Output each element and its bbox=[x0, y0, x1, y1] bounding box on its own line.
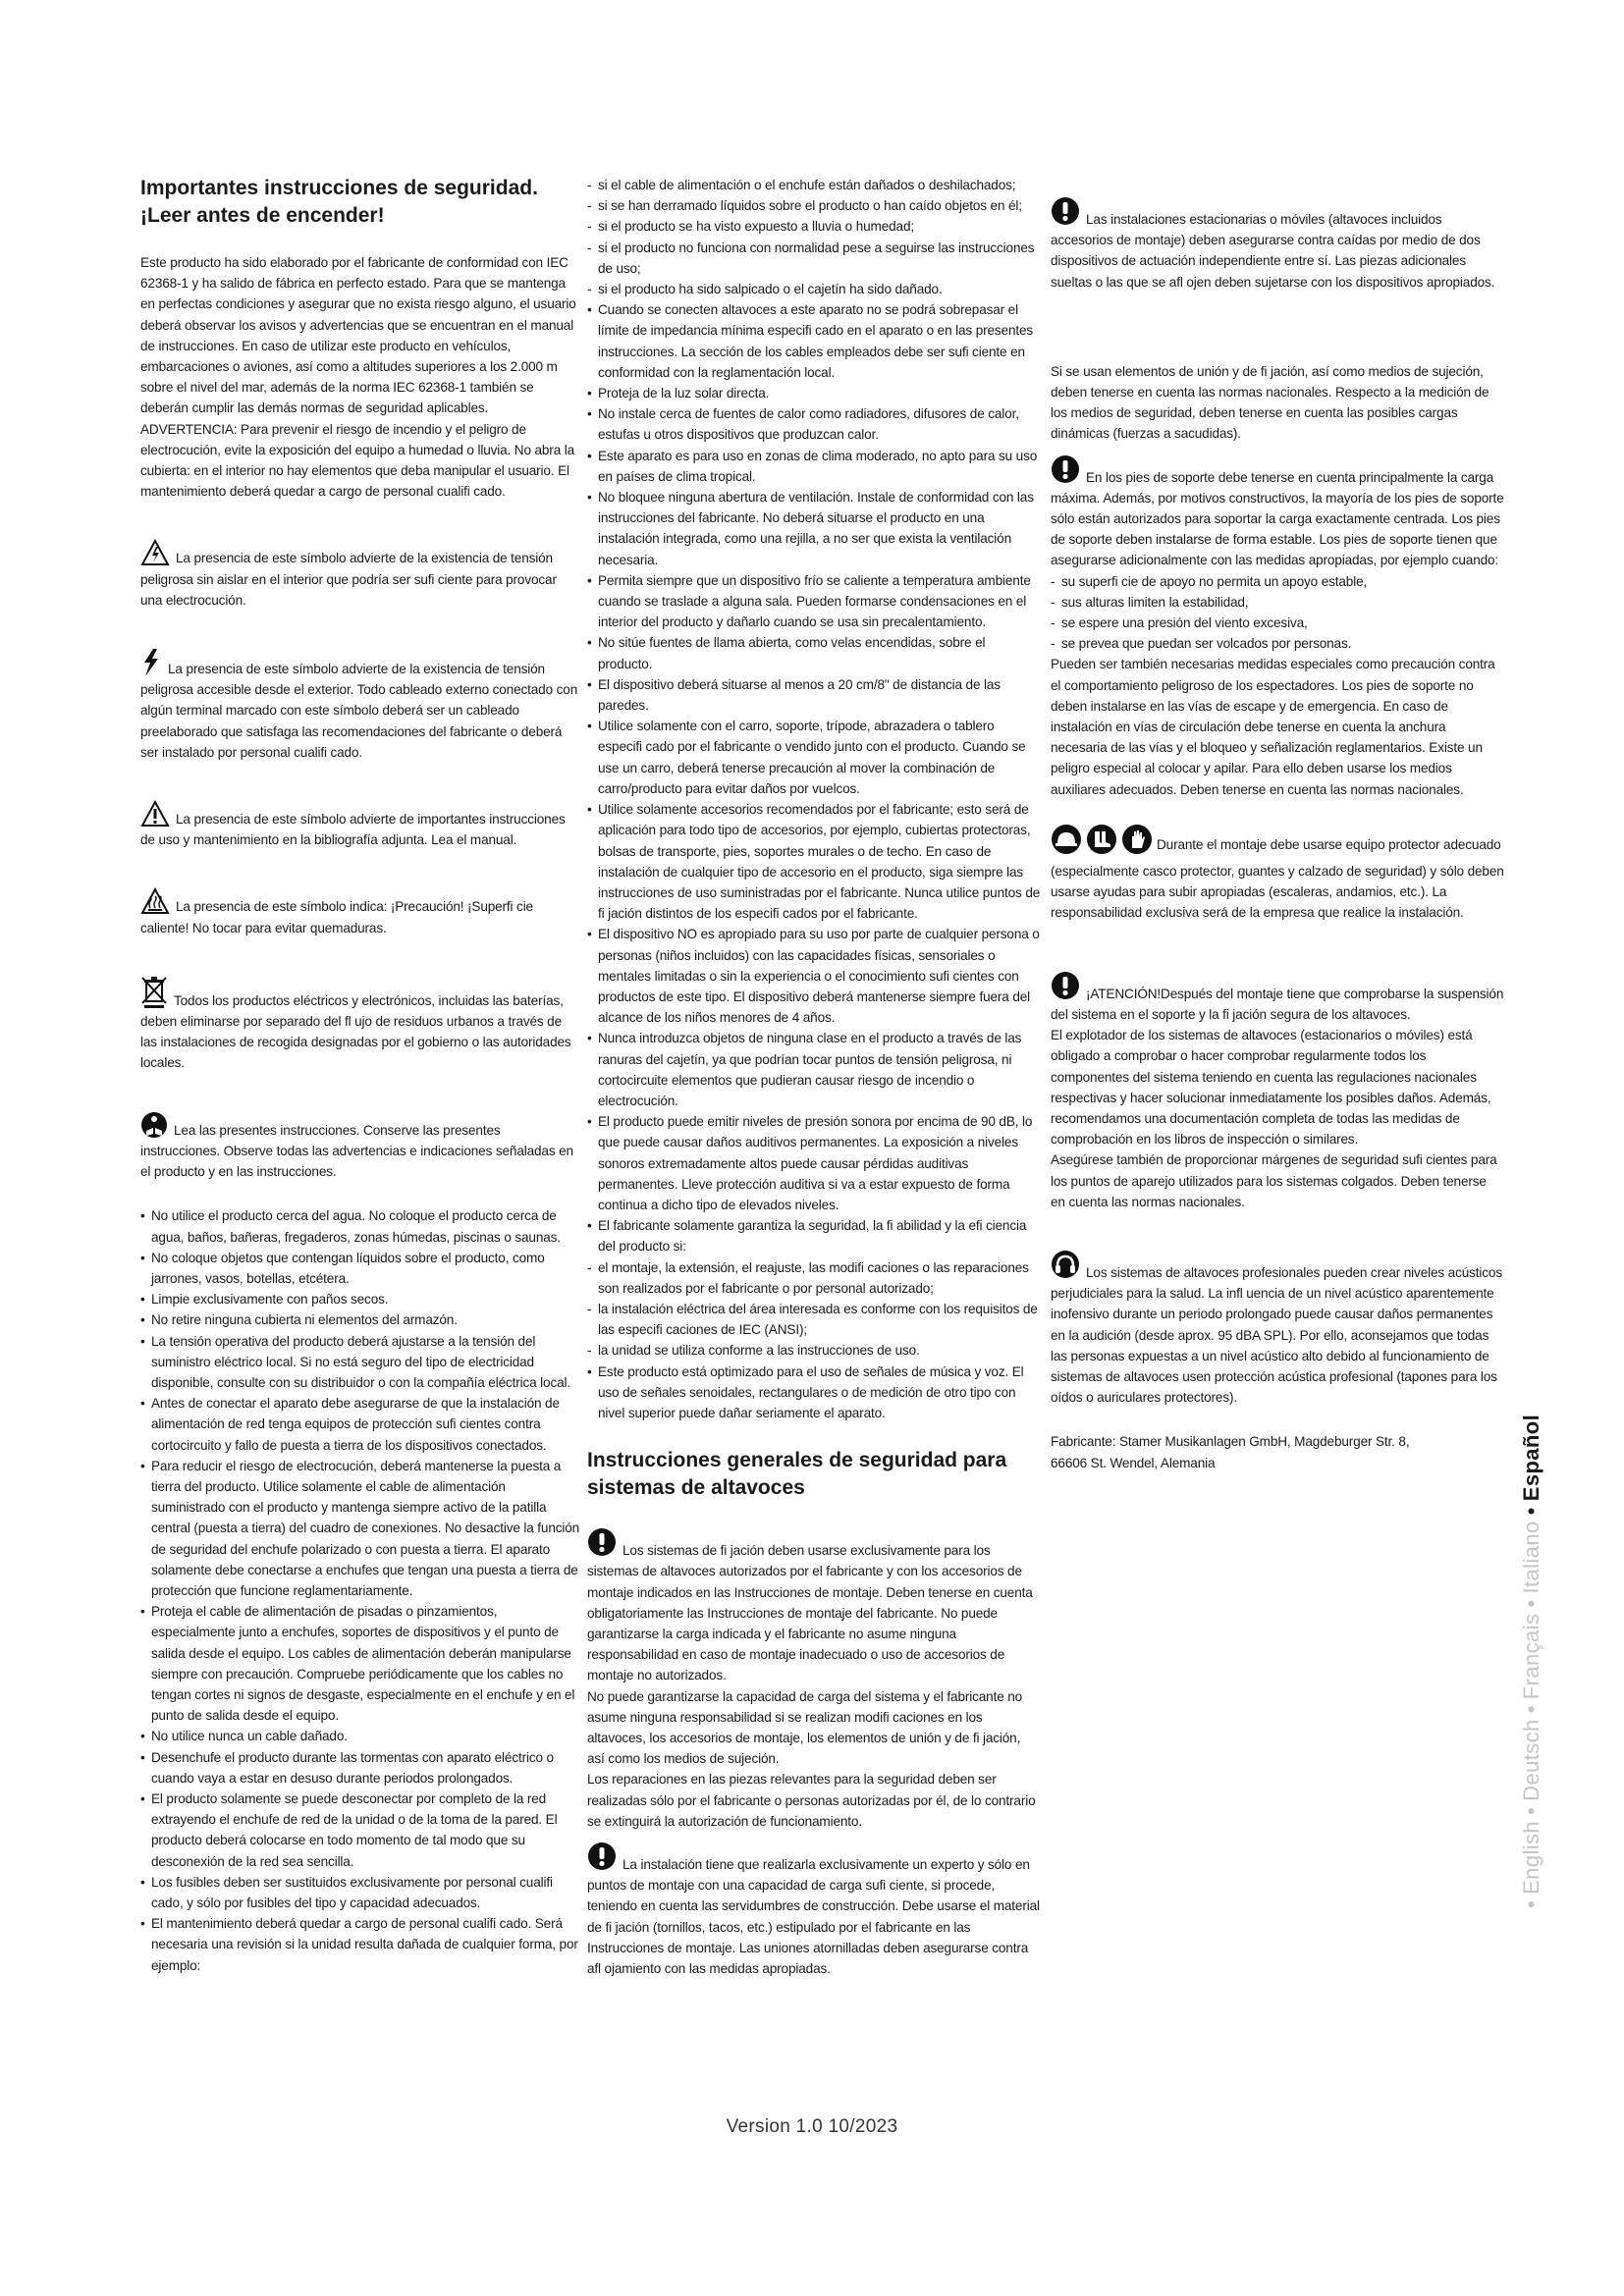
list-item: • La tensión operativa del producto deberá ajustarse a la tensión del suministro eléctrico local. Si no está seguro del tipo de electricidad disponible, consulte con su distribuidor o con la compañía eléctrica local. bbox=[140, 1331, 580, 1394]
list-item: • Desenchufe el producto durante las tormentas con aparato eléctrico o cuando vaya a estar en desuso durante periodos prolongados. bbox=[140, 1747, 580, 1789]
notice-read bbox=[140, 1111, 580, 1183]
manufacturer-line-1: Fabricante: Stamer Musikanlagen GmbH, Magdeburger Str. 8, bbox=[1051, 1434, 1410, 1450]
list-item: - si el cable de alimentación o el enchufe están dañados o deshilachados; bbox=[587, 175, 1041, 195]
safety-boots-icon bbox=[1086, 824, 1117, 861]
language-tab-espanol[interactable]: Español bbox=[1519, 1414, 1543, 1502]
attention-label: ¡ATENCIÓN! bbox=[1086, 986, 1162, 1001]
separator: • bbox=[1519, 1507, 1543, 1516]
exclamation-circle-icon bbox=[1051, 454, 1080, 484]
notice-weee-text: Todos los productos eléctricos y electrónicos, incluidas las baterías, deben eliminarse por separado del fl ujo de residuos urbanos a través de las instalaciones de recogida designadas por el gobierno o las autoridades locales. bbox=[140, 992, 571, 1071]
safety-bullet-list bbox=[140, 1205, 580, 1976]
notice-installation bbox=[587, 1842, 1041, 1979]
stand-conditions-list bbox=[1051, 571, 1504, 655]
list-item: - si el producto se ha visto expuesto a lluvia o humedad; bbox=[587, 216, 1041, 237]
notice-read-text: Lea las presentes instrucciones. Conserve las presentes instrucciones. Observe todas las advertencias e indicaciones señaladas en el producto y en las instrucciones. bbox=[140, 1122, 573, 1180]
voltage-warning-icon bbox=[140, 539, 170, 566]
exclamation-circle-icon bbox=[1051, 196, 1080, 226]
language-tab-deutsch[interactable]: Deutsch bbox=[1519, 1719, 1543, 1801]
notice-hearing-text: Los sistemas de altavoces profesionales pueden crear niveles acústicos perjudiciales para la salud. La infl uencia de un nivel acústico aparentemente inofensivo durante un periodo prolongado puede causar daños permanentes en la audición (desde aprox. 95 dBA SPL). Por ello, aconsejamos que todas las personas expuestas a un nivel acústico alto debido al funcionamiento de sistemas de altavoces usen protección acústica profesional (tapones para los oídos o auriculares protectores). bbox=[1051, 1264, 1502, 1406]
column-3 bbox=[1051, 196, 1504, 1473]
exclamation-circle-icon bbox=[587, 1527, 617, 1557]
national-norms-paragraph: Si se usan elementos de unión y de fi jación, así como medios de sujeción, deben tenerse en cuenta las normas nacionales. Respecto a la medición de los medios de seguridad, deben tenerse en cuenta las posibles cargas dinámicas (fuerzas a sacudidas). bbox=[1051, 363, 1489, 442]
version-footer: Version 1.0 10/2023 bbox=[726, 2116, 898, 2137]
notice-weee bbox=[140, 976, 580, 1074]
lightning-bolt-icon bbox=[140, 648, 162, 677]
notice-attention bbox=[1051, 971, 1504, 1025]
hearing-protection-icon bbox=[1051, 1250, 1080, 1279]
column-1 bbox=[140, 175, 580, 1976]
list-item: • Limpie exclusivamente con paños secos. bbox=[140, 1289, 580, 1309]
manufacturer-line-2: 66606 St. Wendel, Alemania bbox=[1051, 1455, 1216, 1470]
list-item: • Los fusibles deben ser sustituidos exclusivamente por personal cualifi cado, y sólo por fusibles del tipo y capacidad adecuados. bbox=[140, 1872, 580, 1913]
list-item: • No coloque objetos que contengan líquidos sobre el producto, como jarrones, vasos, botellas, etcétera. bbox=[140, 1248, 580, 1289]
read-manual-icon bbox=[140, 1111, 168, 1139]
list-item: - si se han derramado líquidos sobre el producto o han caído objetos en él; bbox=[587, 195, 1041, 216]
list-item: • No retire ninguna cubierta ni elementos del armazón. bbox=[140, 1309, 580, 1330]
list-item: • Antes de conectar el aparato debe asegurarse de que la instalación de alimentación de red tenga equipos de protección sufi cientes contra cortocircuito y fallo de puesta a tierra de los dispositivos conectados. bbox=[140, 1393, 580, 1456]
list-item: • El dispositivo NO es apropiado para su uso por parte de cualquier persona o personas (niños incluidos) con las capacidades físicas, sensoriales o mentales limitadas o sin la experiencia o el conocimiento sufi cientes con productos de este tipo. El dispositivo deberá mantenerse siempre fuera del alcance de los niños menores de 4 años. bbox=[587, 924, 1041, 1028]
separator: • bbox=[1519, 1899, 1543, 1908]
list-item: • Para reducir el riesgo de electrocución, deberá mantenerse la puesta a tierra del producto. Utilice solamente el cable de alimentación suministrado con el producto y mantenga siempre activo de la patilla central (puesta a tierra) del cuadro de conexiones. No desactive la función de seguridad del enchufe polarizado o con puesta a tierra. El aparato solamente debe conectarse a enchufes que tengan una puesta a tierra de protección que funcione reglamentariamente. bbox=[140, 1456, 580, 1601]
notice-installation-text: La instalación tiene que realizarla exclusivamente un experto y sólo en puntos de montaje con una capacidad de carga sufi ciente, si procede, teniendo en cuenta las servidumbres de construcción. Debe usarse el material de fi jación (tornillos, tacos, etc.) estipulado por el fabricante en las Instrucciones de montaje. Las uniones atornilladas deben asegurarse contra afl ojamiento con las medidas apropiadas. bbox=[587, 1857, 1040, 1977]
list-item: • No bloquee ninguna abertura de ventilación. Instale de conformidad con las instrucciones del fabricante. No deberá situarse el producto en una instalación integrada, como una rejilla, a no ser que exista la ventilación necesaria. bbox=[587, 487, 1041, 570]
column-2 bbox=[587, 175, 1041, 1979]
list-item: • El producto solamente se puede desconectar por completo de la red extrayendo el enchufe de red de la unidad o de la toma de la pared. El producto deberá colocarse en todo momento de tal modo que su desconexión de la red sea sencilla. bbox=[140, 1789, 580, 1872]
list-item: - el montaje, la extensión, el reajuste, las modifi caciones o las reparaciones son realizados por el fabricante o por personal autorizado; bbox=[587, 1257, 1041, 1299]
attention-text: Después del montaje tiene que comprobarse la suspensión del sistema en el soporte y la fi jación segura de los altavoces. bbox=[1051, 986, 1504, 1022]
list-item: • Permita siempre que un dispositivo frío se caliente a temperatura ambiente cuando se traslade a alguna sala. Pueden formarse condensaciones en el interior del producto y dañarlo cuando se usa sin precalentamiento. bbox=[587, 570, 1041, 633]
notice-voltage bbox=[140, 539, 580, 611]
list-item: - si el producto ha sido salpicado o el cajetín ha sido dañado. bbox=[587, 279, 1041, 299]
operator-obligation-paragraph: El explotador de los sistemas de altavoces (estacionarios o móviles) está obligado a comprobar o hacer comprobar regularmente todos los componentes del sistema teniendo en cuenta las regulaciones nacionales respectivas y hacer solucionar inmediatamente los posibles daños. Además, recomendamos una documentación completa de todas las medidas de comprobación en los libros de inspección o similares. bbox=[1051, 1028, 1491, 1148]
notice-hot bbox=[140, 887, 580, 937]
notice-stand-load bbox=[1051, 454, 1504, 571]
language-tab-italiano[interactable]: Italiano bbox=[1519, 1521, 1543, 1594]
intro-paragraph: Este producto ha sido elaborado por el fabricante de conformidad con IEC 62368-1 y ha salido de fábrica en perfecto estado. Para que se mantenga en perfectas condiciones y asegurar que no exista riesgo alguno, el usuario deberá observar los avisos y advertencias que se encuentran en el manual de instrucciones. En caso de utilizar este producto en vehículos, embarcaciones o aviones, así como a altitudes superiores a los 2.000 m sobre el nivel del mar, además de la norma IEC 62368-1 también se deberán cumplir las demás normas de seguridad aplicables. bbox=[140, 255, 576, 416]
language-tab-francais[interactable]: Français bbox=[1519, 1613, 1543, 1700]
list-item: • El mantenimiento deberá quedar a cargo de personal cualifi cado. Será necesaria una revisión si la unidad resulta dañada de cualquier forma, por ejemplo: bbox=[140, 1913, 580, 1976]
ppe-icons bbox=[1051, 824, 1153, 861]
helmet-icon bbox=[1051, 824, 1082, 861]
separator: • bbox=[1519, 1806, 1543, 1815]
title-line-2: ¡Leer antes de encender! bbox=[140, 204, 385, 227]
warning-paragraph: ADVERTENCIA: Para prevenir el riesgo de incendio y el peligro de electrocución, evite la exposición del equipo a humedad o lluvia. No abra la cubierta: en el interior no hay elementos que deba manipular el usuario. El mantenimiento deberá quedar a cargo de personal cualifi cado. bbox=[140, 421, 575, 500]
language-tab-english[interactable]: English bbox=[1519, 1820, 1543, 1895]
exclamation-circle-icon bbox=[587, 1842, 617, 1871]
list-item: • No sitúe fuentes de llama abierta, como velas encendidas, sobre el producto. bbox=[587, 632, 1041, 673]
list-item: - la instalación eléctrica del área interesada es conforme con los requisitos de las especifi caciones de IEC (ANSI); bbox=[587, 1299, 1041, 1340]
load-capacity-paragraph: No puede garantizarse la capacidad de carga del sistema y el fabricante no asume ninguna responsabilidad si se realizan modifi caciones en los altavoces, los accesorios de montaje, los elementos de unión y de fi jación, así como los medios de sujeción. bbox=[587, 1688, 1023, 1767]
exclamation-triangle-icon bbox=[140, 800, 170, 828]
list-item: • El fabricante solamente garantiza la seguridad, la fi abilidad y la efi ciencia del producto si: bbox=[587, 1215, 1041, 1256]
list-item: • Cuando se conecten altavoces a este aparato no se podrá sobrepasar el límite de impedancia mínima especifi cado en el aparato o en las presentes instrucciones. La sección de los cables empleados debe ser sufi ciente en conformidad con la reglamentación local. bbox=[587, 299, 1041, 383]
language-side-tab bbox=[1519, 1415, 1544, 1914]
list-item: • Proteja el cable de alimentación de pisadas o pinzamientos, especialmente junto a enchufes, soportes de dispositivos y el punto de salida desde el equipo. Los cables de alimentación deberán manipularse siempre con precaución. Compruebe periódicamente que los cables no tengan cortes ni signos de desgaste, especialmente en el enchufe y en el punto de salida desde el equipo. bbox=[140, 1601, 580, 1726]
notice-bolt bbox=[140, 648, 580, 763]
title-line-1: Instrucciones generales de seguridad para bbox=[587, 1449, 1007, 1472]
notice-hot-text: La presencia de este símbolo indica: ¡Precaución! ¡Superfi cie caliente! No tocar para evitar quemaduras. bbox=[140, 899, 533, 935]
gloves-icon bbox=[1121, 824, 1153, 861]
notice-fixing-systems bbox=[587, 1527, 1041, 1685]
damage-dash-list bbox=[587, 175, 1041, 299]
list-item: - la unidad se utiliza conforme a las instrucciones de uso. bbox=[587, 1340, 1041, 1361]
section-title-safety bbox=[140, 175, 580, 230]
notice-ppe-text: Durante el montaje debe usarse equipo protector adecuado (especialmente casco protector, guantes y calzado de seguridad) y sólo deben usarse ayudas para subir apropiadas (escaleras, andamios, etc.). La responsabilidad exclusiva será de la empresa que realice la instalación. bbox=[1051, 836, 1504, 921]
notice-fall-text: Las instalaciones estacionarias o móviles (altavoces incluidos accesorios de montaje) deben asegurarse contra caídas por medio de dos dispositivos de actuación independiente entre sí. Las piezas adicionales sueltas o las que se afl ojen deben sujetarse con los dispositivos apropiados. bbox=[1051, 212, 1495, 290]
list-item: • Nunca introduzca objetos de ninguna clase en el producto a través de las ranuras del cajetín, ya que podrían tocar puntos de tensión peligrosa, ni cortocircuite elementos que pudieran causar riesgo de incendio o electrocución. bbox=[587, 1028, 1041, 1111]
list-item: - si el producto no funciona con normalidad pese a seguirse las instrucciones de uso; bbox=[587, 238, 1041, 279]
list-item: • No utilice nunca un cable dañado. bbox=[140, 1726, 580, 1746]
notice-voltage-text: La presencia de este símbolo advierte de la existencia de tensión peligrosa sin aislar en el interior que podría ser sufi ciente para provocar una electrocución. bbox=[140, 551, 557, 608]
separator: • bbox=[1519, 1705, 1543, 1714]
list-item: • El dispositivo deberá situarse al menos a 20 cm/8" de distancia de las paredes. bbox=[587, 674, 1041, 716]
notice-bolt-text: La presencia de este símbolo advierte de la existencia de tensión peligrosa accesible desde el exterior. Todo cableado externo conectado con algún terminal marcado con este símbolo deberá ser un cableado preelaborado que satisfaga las recomendaciones del fabricante o deberá ser instalado por personal cualifi cado. bbox=[140, 662, 578, 760]
signal-bullet bbox=[587, 1362, 1041, 1424]
notice-exclaim bbox=[140, 800, 580, 850]
list-item: • Este aparato es para uso en zonas de clima moderado, no apto para su uso en países de clima tropical. bbox=[587, 446, 1041, 487]
warranty-dash-list bbox=[587, 1257, 1041, 1362]
notice-hearing bbox=[1051, 1250, 1504, 1408]
spectators-paragraph: Pueden ser también necesarias medidas especiales como precaución contra el comportamiento peligroso de los espectadores. Los pies de soporte no deben instalarse en las vías de escape y de emergencia. En caso de instalación en vías de circulación debe tenerse en cuenta la anchura necesaria de las vías y el bloqueo y señalización reglamentarios. Existe un peligro especial al colocar y apilar. Para ello deben usarse los medios auxiliares adecuados. Deben tenerse en cuenta las normas nacionales. bbox=[1051, 657, 1495, 797]
list-item: - sus alturas limiten la estabilidad, bbox=[1051, 592, 1504, 613]
notice-stand-text: En los pies de soporte debe tenerse en cuenta principalmente la carga máxima. Además, por motivos constructivos, la mayoría de los pies de soporte sólo están autorizados para soportar la carga exactamente centrada. Los pies de soporte deben instalarse de forma estable. Los pies de soporte tienen que asegurarse adicionalmente con las medidas apropiadas, por ejemplo cuando: bbox=[1051, 469, 1504, 568]
weee-bin-icon bbox=[140, 976, 168, 1009]
repairs-paragraph: Los reparaciones en las piezas relevantes para la seguridad deben ser realizadas sólo por el fabricante o personas autorizadas por él, de lo contrario se extinguirá la autorización de funcionamiento. bbox=[587, 1772, 1036, 1829]
list-item: • Utilice solamente accesorios recomendados por el fabricante; esto será de aplicación para todo tipo de accesorios, por ejemplo, cubiertas protectoras, bolsas de transporte, pies, soportes murales o de techo. En caso de instalación de cualquier tipo de accesorio en el producto, siga siempre las instrucciones de uso suministradas por el fabricante. Nunca utilice puntos de fi jación distintos de los especifi cados por el fabricante. bbox=[587, 799, 1041, 924]
separator: • bbox=[1519, 1599, 1543, 1608]
section-title-speakers bbox=[587, 1447, 1041, 1502]
title-line-2: sistemas de altavoces bbox=[587, 1476, 805, 1500]
notice-exclaim-text: La presencia de este símbolo advierte de importantes instrucciones de uso y mantenimiento en la bibliografía adjunta. Lea el manual. bbox=[140, 812, 566, 848]
notice-ppe bbox=[1051, 824, 1504, 924]
list-item: • Proteja de la luz solar directa. bbox=[587, 383, 1041, 403]
exclamation-circle-icon bbox=[1051, 971, 1080, 1000]
list-item: • No utilice el producto cerca del agua. No coloque el producto cerca de agua, baños, bañeras, fregaderos, zonas húmedas, piscinas o saunas. bbox=[140, 1205, 580, 1247]
list-item: - su superfi cie de apoyo no permita un apoyo estable, bbox=[1051, 571, 1504, 592]
list-item: - se espere una presión del viento excesiva, bbox=[1051, 613, 1504, 633]
notice-fall-protection bbox=[1051, 196, 1504, 293]
notice-fixing-text: Los sistemas de fi jación deben usarse exclusivamente para los sistemas de altavoces autorizados por el fabricante y con los accesorios de montaje indicados en las Instrucciones de montaje. Deben tenerse en cuenta obligatoriamente las Instrucciones de montaje del fabricante. No puede garantizarse la carga indicada y el fabricante no asume ninguna responsabilidad en caso de montaje inadecuado o uso de accesorios de montaje no autorizados. bbox=[587, 1543, 1033, 1683]
list-item: • No instale cerca de fuentes de calor como radiadores, difusores de calor, estufas u otros dispositivos que produzcan calor. bbox=[587, 403, 1041, 445]
hot-surface-icon bbox=[140, 887, 170, 915]
title-line-1: Importantes instrucciones de seguridad. bbox=[140, 177, 538, 199]
list-item: • Utilice solamente con el carro, soporte, trípode, abrazadera o tablero especifi cado por el fabricante o vendido junto con el producto. Cuando se use un carro, deberá tenerse precaución al mover la combinación de carro/producto para evitar daños por vuelcos. bbox=[587, 716, 1041, 799]
list-item: • Este producto está optimizado para el uso de señales de música y voz. El uso de señales senoidales, rectangulares o de medición de otro tipo con nivel superior puede dañar seriamente el aparato. bbox=[587, 1362, 1041, 1424]
safety-margins-paragraph: Asegúrese también de proporcionar márgenes de seguridad sufi cientes para los puntos de aparejo utilizados para los sistemas colgados. Deben tenerse en cuenta las normas nacionales. bbox=[1051, 1152, 1497, 1209]
list-item: - se prevea que puedan ser volcados por personas. bbox=[1051, 633, 1504, 654]
list-item: • El producto puede emitir niveles de presión sonora por encima de 90 dB, lo que puede causar daños auditivos permanentes. La exposición a niveles sonoros extremadamente altos puede causar pérdidas auditivas permanentes. Lleve protección auditiva si va a estar expuesto de forma continua a dicho tipo de elevados niveles. bbox=[587, 1111, 1041, 1215]
safety-bullet-list-2 bbox=[587, 299, 1041, 1256]
manufacturer-address bbox=[1051, 1431, 1504, 1472]
